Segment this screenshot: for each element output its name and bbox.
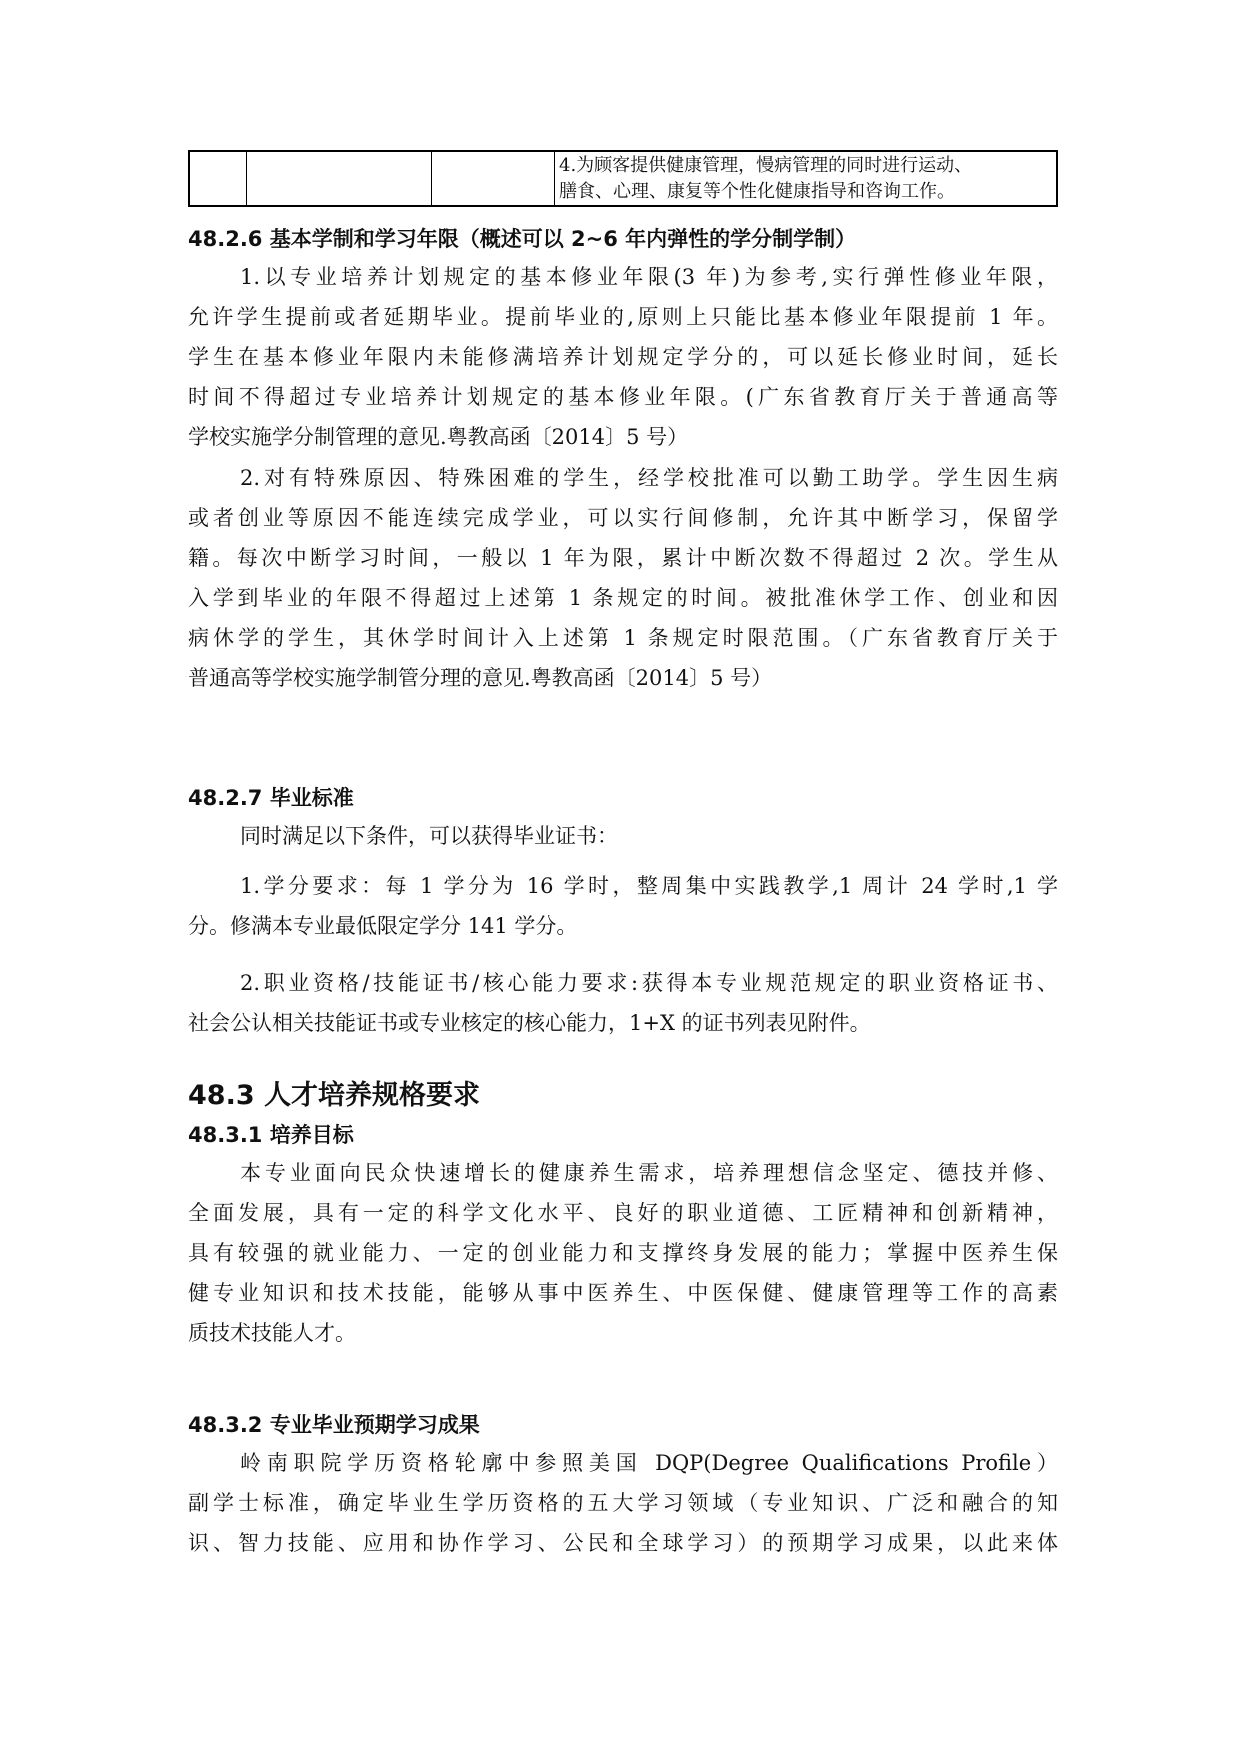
text-line: 识、智力技能、应用和协作学习、公民和全球学习）的预期学习成果，以此来体 <box>188 1531 1058 1555</box>
paragraph-2-7-2 <box>188 963 1058 1043</box>
table-cell-line: 4.为顾客提供健康管理，慢病管理的同时进行运动、 <box>559 155 973 176</box>
section-heading-3: 48.3 人才培养规格要求 <box>188 1080 481 1111</box>
text-line: 1.学分要求：每 1 学分为 16 学时，整周集中实践教学,1 周计 24 学时,1 学 <box>240 874 1058 898</box>
paragraph-2-6-1 <box>188 257 1058 457</box>
table-cell-line: 膳食、心理、康复等个性化健康指导和咨询工作。 <box>559 181 955 202</box>
text-line: 或者创业等原因不能连续完成学业，可以实行间修制，允许其中断学习，保留学 <box>188 506 1058 530</box>
paragraph-3-2-1 <box>188 1443 1058 1563</box>
text-line: 籍。每次中断学习时间，一般以 1 年为限，累计中断次数不得超过 2 次。学生从 <box>188 546 1058 570</box>
text-line: 2.对有特殊原因、特殊困难的学生，经学校批准可以勤工助学。学生因生病 <box>240 466 1058 490</box>
text-line: 岭南职院学历资格轮廓中参照美国 DQP(Degree Qualifications Profile） <box>240 1451 1058 1475</box>
section-heading-3-1: 48.3.1 培养目标 <box>188 1123 354 1147</box>
text-line: 允许学生提前或者延期毕业。提前毕业的,原则上只能比基本修业年限提前 1 年。 <box>188 305 1058 329</box>
table-cell-empty <box>189 151 247 206</box>
text-line: 时间不得超过专业培养计划规定的基本修业年限。(广东省教育厅关于普通高等 <box>188 385 1058 409</box>
section-heading-3-2: 48.3.2 专业毕业预期学习成果 <box>188 1413 480 1437</box>
text-line: 学生在基本修业年限内未能修满培养计划规定学分的，可以延长修业时间，延长 <box>188 345 1058 369</box>
table-fragment <box>188 150 1058 207</box>
section-heading-2-6: 48.2.6 基本学制和学习年限（概述可以 2~6 年内弹性的学分制学制） <box>188 227 857 251</box>
table-cell-empty <box>432 151 555 206</box>
text-line: 同时满足以下条件，可以获得毕业证书： <box>240 824 618 848</box>
text-line: 普通高等学校实施学制管分理的意见.粤教高函〔2014〕5 号） <box>188 666 773 690</box>
paragraph-2-7-intro <box>188 816 1058 856</box>
text-line: 具有较强的就业能力、一定的创业能力和支撑终身发展的能力；掌握中医养生保 <box>188 1241 1058 1265</box>
paragraph-2-6-2 <box>188 458 1058 698</box>
text-line: 全面发展，具有一定的科学文化水平、良好的职业道德、工匠精神和创新精神， <box>188 1201 1058 1225</box>
text-line: 病休学的学生，其休学时间计入上述第 1 条规定时限范围。（广东省教育厅关于 <box>188 626 1058 650</box>
table-row <box>189 151 1057 206</box>
table-cell-empty <box>247 151 432 206</box>
text-line: 本专业面向民众快速增长的健康养生需求，培养理想信念坚定、德技并修、 <box>240 1161 1058 1185</box>
text-line: 入学到毕业的年限不得超过上述第 1 条规定的时间。被批准休学工作、创业和因 <box>188 586 1058 610</box>
text-line: 2.职业资格/技能证书/核心能力要求:获得本专业规范规定的职业资格证书、 <box>240 971 1058 995</box>
table-cell-text <box>555 151 1058 206</box>
text-line: 质技术技能人才。 <box>188 1321 356 1345</box>
paragraph-3-1-1 <box>188 1153 1058 1353</box>
paragraph-2-7-1 <box>188 866 1058 946</box>
text-line: 学校实施学分制管理的意见.粤教高函〔2014〕5 号） <box>188 425 689 449</box>
text-line: 分。修满本专业最低限定学分 141 学分。 <box>188 914 578 938</box>
text-line: 1.以专业培养计划规定的基本修业年限(3 年)为参考,实行弹性修业年限， <box>240 265 1058 289</box>
text-line: 健专业知识和技术技能，能够从事中医养生、中医保健、健康管理等工作的高素 <box>188 1281 1058 1305</box>
text-line: 社会公认相关技能证书或专业核定的核心能力，1+X 的证书列表见附件。 <box>188 1011 871 1035</box>
section-heading-2-7: 48.2.7 毕业标准 <box>188 786 354 810</box>
text-line: 副学士标准，确定毕业生学历资格的五大学习领域（专业知识、广泛和融合的知 <box>188 1491 1058 1515</box>
